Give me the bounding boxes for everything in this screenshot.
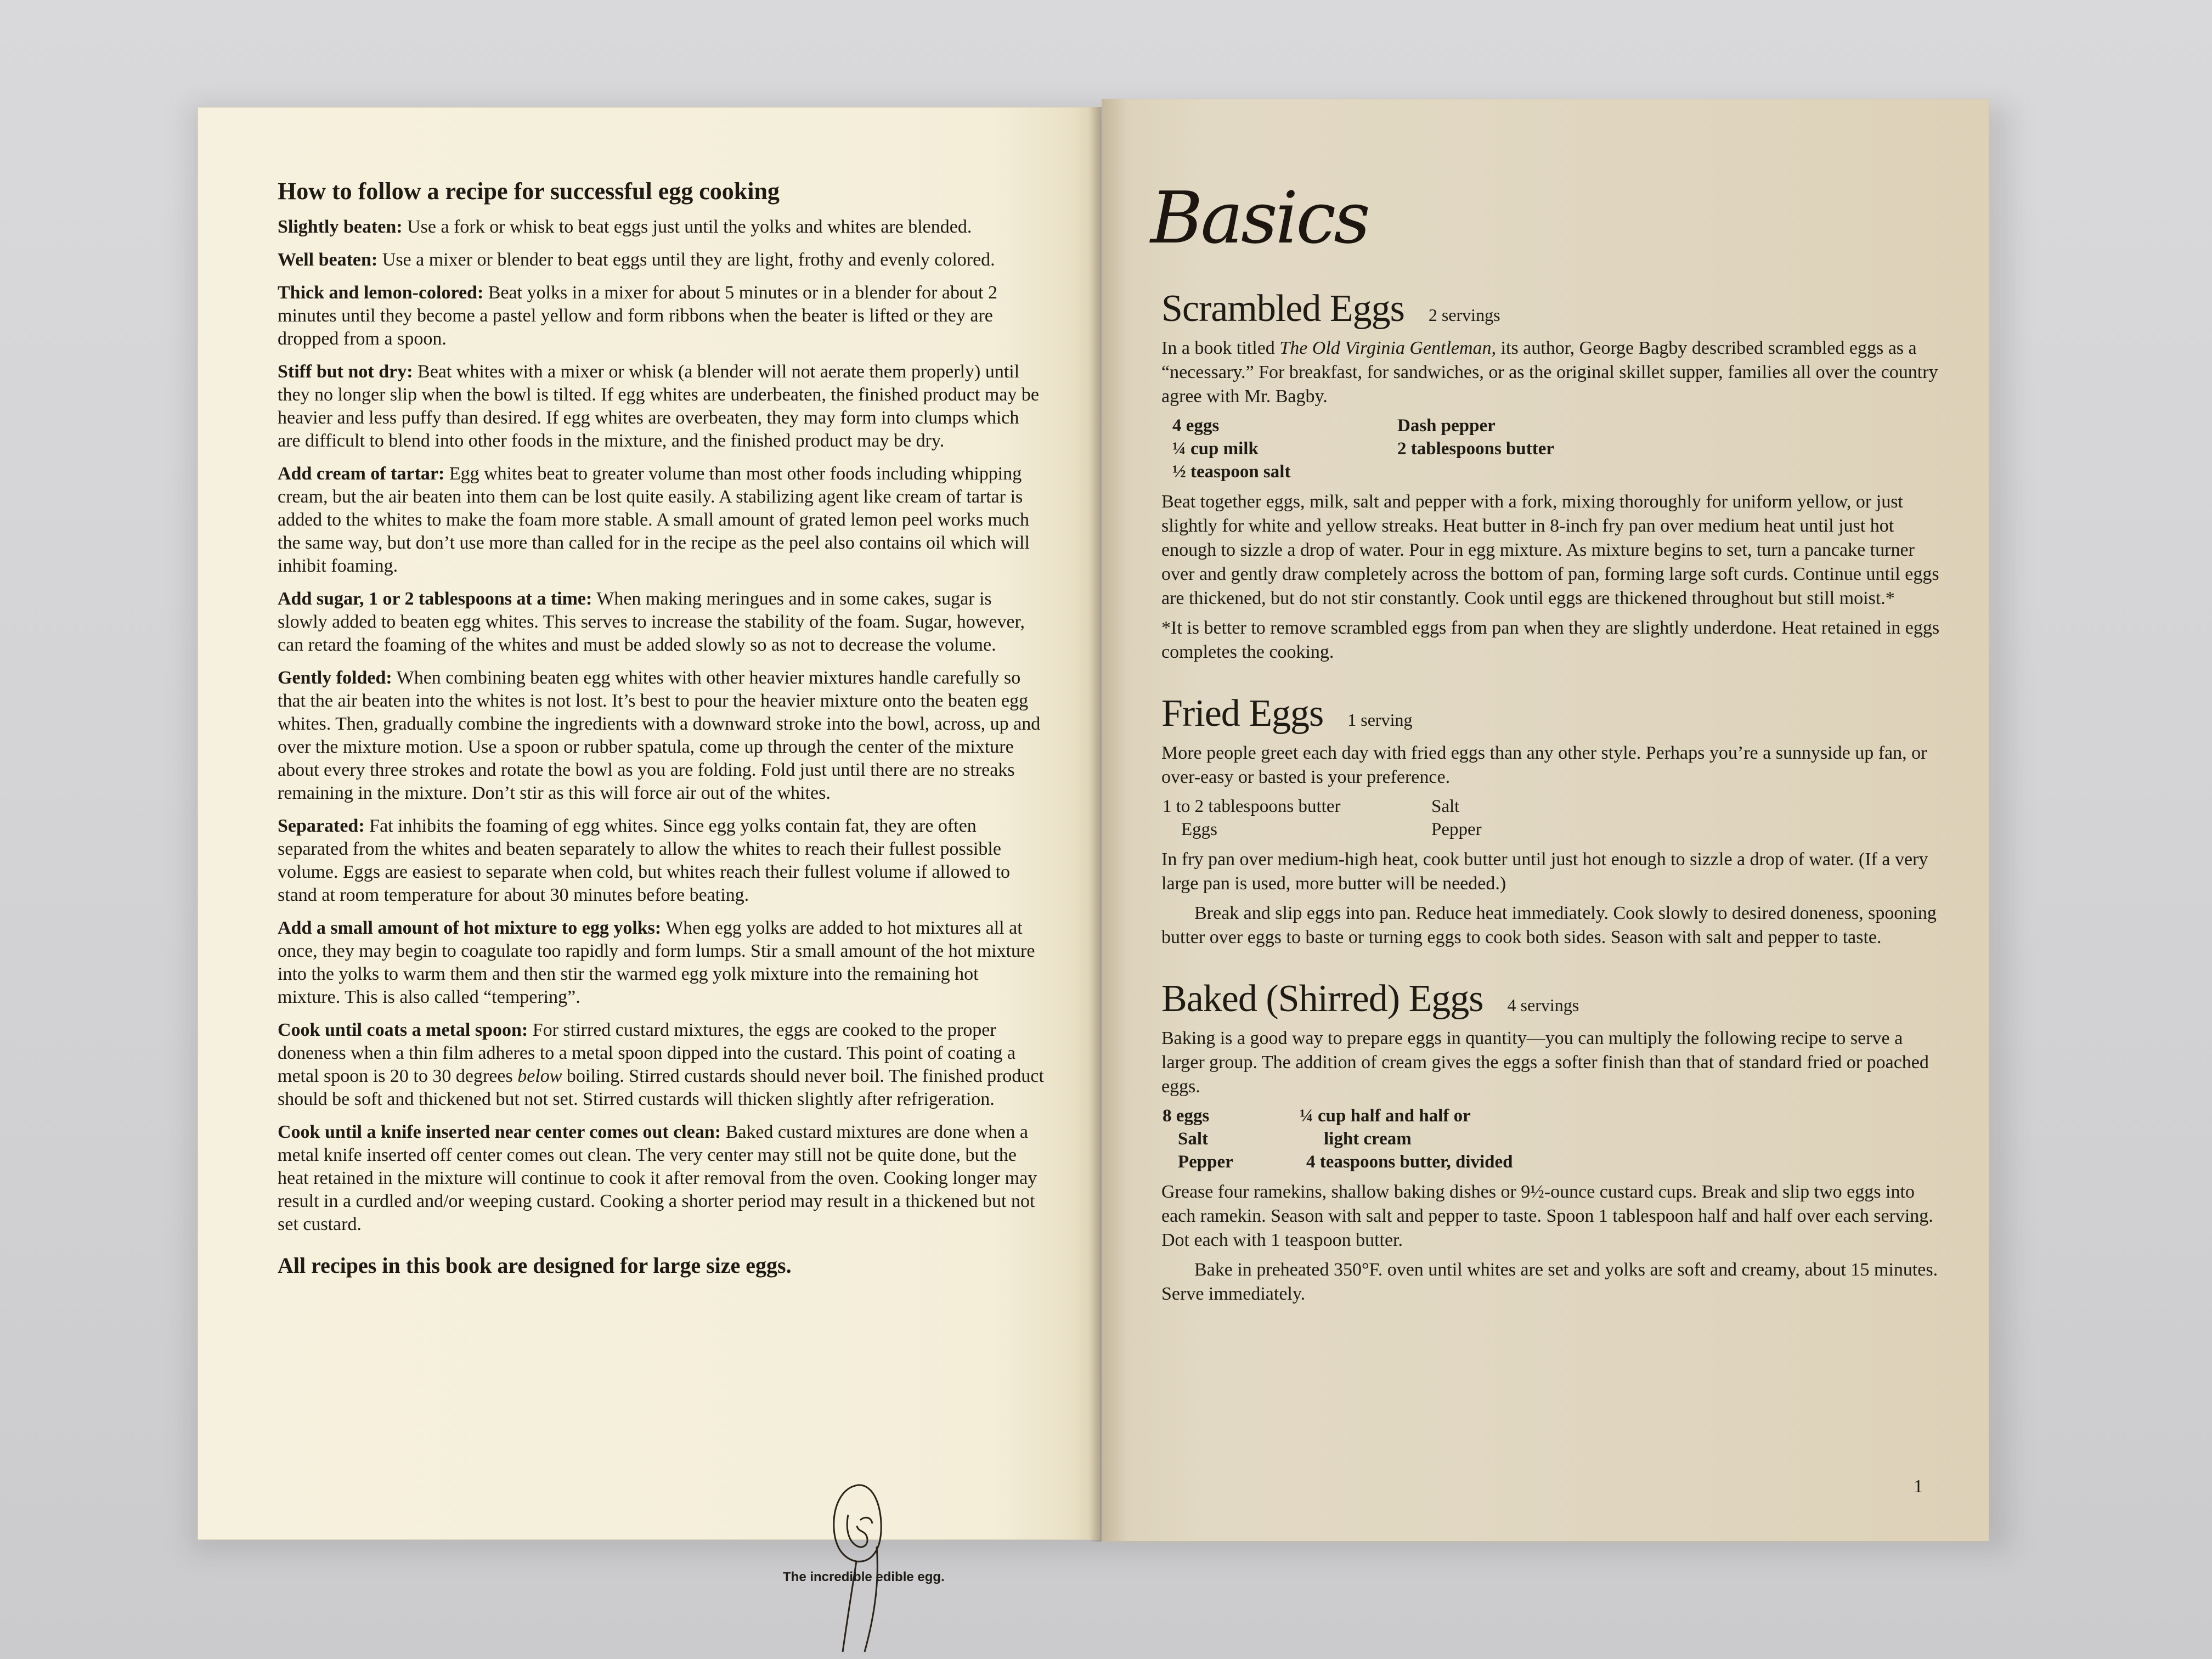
recipe-directions: Beat together eggs, milk, salt and pepper with a fork, mixing thoroughly for uniform yellow, or just slightly for white and yellow streaks. Heat butter in 8-inch fry pan over medium heat until just hot enough to sizzle a drop of water. Pour in egg mixture. As mixture begins to set, turn a pancake turner over and gently draw completely across the bottom of pan, forming large soft curds. Continue until eggs are thickened, but do not stir constantly. Cook until eggs are thickened throughout but still moist.* xyxy=(1161,492,1939,608)
ingredient: 2 tablespoons butter xyxy=(1397,439,1555,459)
tip-term: Slightly beaten: xyxy=(278,216,403,237)
recipe-intro-text: In a book titled xyxy=(1161,338,1280,358)
basics-title: Basics xyxy=(1150,176,1368,259)
tip-term: Add sugar, 1 or 2 tablespoons at a time: xyxy=(278,588,592,609)
left-page xyxy=(198,107,1100,1584)
ingredient: light cream xyxy=(1324,1129,1412,1149)
recipe-heading-fried xyxy=(1161,692,1940,736)
recipe-title: Baked (Shirred) Eggs xyxy=(1161,978,1483,1020)
recipe-title: Scrambled Eggs xyxy=(1161,287,1404,330)
tip-hot-mixture xyxy=(278,917,1046,1009)
ingredient: Salt xyxy=(1178,1129,1209,1149)
ingredient: Pepper xyxy=(1178,1152,1233,1172)
ingredient: Eggs xyxy=(1181,820,1217,839)
tip-term: Cook until coats a metal spoon: xyxy=(278,1019,528,1040)
tip-cream-of-tartar xyxy=(278,462,1046,578)
tip-term: Well beaten: xyxy=(278,249,378,270)
recipe-servings: 1 serving xyxy=(1347,710,1413,730)
ingredient: ½ teaspoon salt xyxy=(1172,462,1291,482)
recipe-directions: In fry pan over medium-high heat, cook butter until just hot enough to sizzle a drop of water. (If a very large pan is used, more butter will be needed.) xyxy=(1161,849,1928,894)
recipe-heading-scrambled xyxy=(1161,287,1940,331)
recipe-directions: Bake in preheated 350°F. oven until whites are set and yolks are soft and creamy, about 15 minutes. Serve immediately. xyxy=(1161,1260,1938,1304)
tip-text: Fat inhibits the foaming of egg whites. Since egg yolks contain fat, they are often separated from the whites and beaten separately to allow the whites to reach their fullest possible volume. Eggs are easiest to separate when cold, but whites reach their fullest volume if allowed to stand at room temperature for about 30 minutes before beating. xyxy=(278,815,1011,905)
recipe-intro-text: its author, George Bagby described scrambled eggs as a “necessary.” For breakfast, for sandwiches, or as the original skillet supper, families all over the country agree with Mr. Bagby. xyxy=(1161,338,1938,407)
ingredient-list xyxy=(1161,1104,1940,1173)
recipe-footnote: *It is better to remove scrambled eggs from pan when they are slightly underdone. Heat retained in eggs completes the cooking. xyxy=(1161,618,1940,662)
tip-text: For stirred custard mixtures, the eggs are cooked to the proper doneness when a thin film adheres to a metal spoon dipped into the custard. This point of coating a metal spoon is 20 to 30 degrees xyxy=(278,1019,1015,1086)
large-eggs-note: All recipes in this book are designed for large size eggs. xyxy=(278,1252,792,1278)
tip-term: Stiff but not dry: xyxy=(278,361,413,382)
tip-text: Use a mixer or blender to beat eggs until they are light, frothy and evenly colored. xyxy=(377,249,995,270)
recipe-intro: Baking is a good way to prepare eggs in quantity—you can multiply the following recipe to serve a larger group. The addition of cream gives the eggs a softer finish than that of standard fried or poached eggs. xyxy=(1161,1028,1929,1097)
tip-thick-lemon-colored xyxy=(278,281,1046,351)
tip-slightly-beaten xyxy=(278,216,1046,239)
ingredient-list xyxy=(1161,414,1940,483)
basics-recipes xyxy=(1150,176,1940,1312)
tip-text: Beat whites with a mixer or whisk (a blender will not aerate them properly) until they no longer slip when the bowl is tilted. If egg whites are underbeaten, the finished product may be heavier and less puffy than desired. If egg whites are overbeaten, they may form into clumps which are difficult to blend into other foods in the mixture, and the finished product may be dry. xyxy=(278,361,1039,451)
egg-cooking-guide xyxy=(278,178,1046,1278)
ingredient: 4 teaspoons butter, divided xyxy=(1306,1152,1513,1172)
recipe-servings: 4 servings xyxy=(1507,995,1579,1015)
tip-text: Egg whites beat to greater volume than most other foods including whipping cream, but the air beaten into them can be lost quite easily. A stabilizing agent like cream of tartar is added to the whites to make the foam more stable. A small amount of grated lemon peel works much the same way, but don’t use more than called for in the recipe as the peel also contains oil which will inhibit foaming. xyxy=(278,463,1030,576)
ingredient: Salt xyxy=(1431,797,1460,816)
tip-knife-inserted xyxy=(278,1121,1046,1236)
tip-term: Add a small amount of hot mixture to egg yolks: xyxy=(278,917,662,938)
tip-term: Thick and lemon-colored: xyxy=(278,282,484,303)
tip-metal-spoon xyxy=(278,1019,1046,1111)
recipe-servings: 2 servings xyxy=(1428,305,1500,325)
tip-text: Use a fork or whisk to beat eggs just until the yolks and whites are blended. xyxy=(402,216,972,237)
tip-text: When combining beaten egg whites with other heavier mixtures handle carefully so that the air beaten into the whites is not lost. It’s best to pour the heavier mixture onto the beaten egg whites. Then, gradually combine the ingredients with a downward stroke into the bowl, across, up and over the mixture motion. Use a spoon or rubber spatula, come up through the center of the mixture about every three strokes and rotate the bowl as you are folding. Fold just until there are no streaks remaining in the mixture. Don’t stir as this will force air out of the whites. xyxy=(278,667,1041,803)
ingredient: Pepper xyxy=(1431,820,1482,839)
tip-gently-folded xyxy=(278,667,1046,805)
tip-term: Cook until a knife inserted near center comes out clean: xyxy=(278,1121,721,1142)
ingredient-list xyxy=(1161,795,1940,841)
ingredient: ¼ cup half and half or xyxy=(1300,1106,1471,1126)
tip-text: When making meringues and in some cakes, sugar is slowly added to beaten egg whites. This serves to increase the stability of the foam. Sugar, however, can retard the foaming of the whites and must be added slowly so as not to decrease the volume. xyxy=(278,588,1025,655)
book-title: The Old Virginia Gentleman, xyxy=(1279,338,1497,358)
guide-heading: How to follow a recipe for successful egg cooking xyxy=(278,178,780,205)
tip-term: Gently folded: xyxy=(278,667,392,688)
tip-term: Add cream of tartar: xyxy=(278,463,445,484)
recipe-intro xyxy=(1161,336,1940,409)
page-number: 1 xyxy=(1914,1476,1923,1497)
ingredient: 1 to 2 tablespoons butter xyxy=(1163,797,1341,816)
recipe-directions: Grease four ramekins, shallow baking dishes or 9½-ounce custard cups. Break and slip two eggs into each ramekin. Season with salt and pepper to taste. Spoon 1 tablespoon half and half over each serving. Dot each with 1 teaspoon butter. xyxy=(1161,1182,1933,1250)
ingredient: 4 eggs xyxy=(1172,416,1220,436)
tip-stiff-not-dry xyxy=(278,360,1046,453)
section-title xyxy=(1150,176,1940,259)
right-page xyxy=(1102,99,1989,1542)
tip-emphasis: below xyxy=(517,1065,562,1086)
recipe-intro: More people greet each day with fried eggs than any other style. Perhaps you’re a sunnyside up fan, or over-easy or basted is your preference. xyxy=(1161,743,1927,787)
recipe-directions: Break and slip eggs into pan. Reduce heat immediately. Cook slowly to desired doneness, spooning butter over eggs to baste or turning eggs to cook both sides. Season with salt and pepper to taste. xyxy=(1161,903,1937,947)
ingredient: ¼ cup milk xyxy=(1172,439,1259,459)
recipe-title: Fried Eggs xyxy=(1161,692,1324,735)
tip-term: Separated: xyxy=(278,815,365,836)
tip-add-sugar xyxy=(278,588,1046,657)
incredible-edible-egg-tagline: The incredible edible egg. xyxy=(783,1570,945,1584)
ingredient xyxy=(1397,460,1726,483)
tip-text: boiling. Stirred custards should never boil. The finished product should be soft and thickened but not set. Stirred custards will thicken slightly after refrigeration. xyxy=(278,1065,1044,1109)
ingredient: 8 eggs xyxy=(1163,1106,1210,1126)
tip-well-beaten xyxy=(278,249,1046,272)
recipe-heading-baked xyxy=(1161,977,1940,1021)
tip-text: Beat yolks in a mixer for about 5 minutes or in a blender for about 2 minutes until they become a pastel yellow and form ribbons when the beater is lifted or they are dropped from a spoon. xyxy=(278,282,997,349)
ingredient: Dash pepper xyxy=(1397,416,1496,436)
tip-separated xyxy=(278,815,1046,907)
tip-text: Baked custard mixtures are done when a metal knife inserted off center comes out clean. The very center may still not be quite done, but the heat retained in the mixture will continue to cook it after removal from the oven. Cooking longer may result in a curdled and/or weeping custard. Cooking a shorter period may result in a thickened but not set custard. xyxy=(278,1121,1037,1234)
tip-text: When egg yolks are added to hot mixtures all at once, they may begin to coagulate too rapidly and form lumps. Stir a small amount of the hot mixture into the yolks to warm them and then stir the warmed egg yolk mixture into the remaining hot mixture. This is also called “tempering”. xyxy=(278,917,1035,1007)
